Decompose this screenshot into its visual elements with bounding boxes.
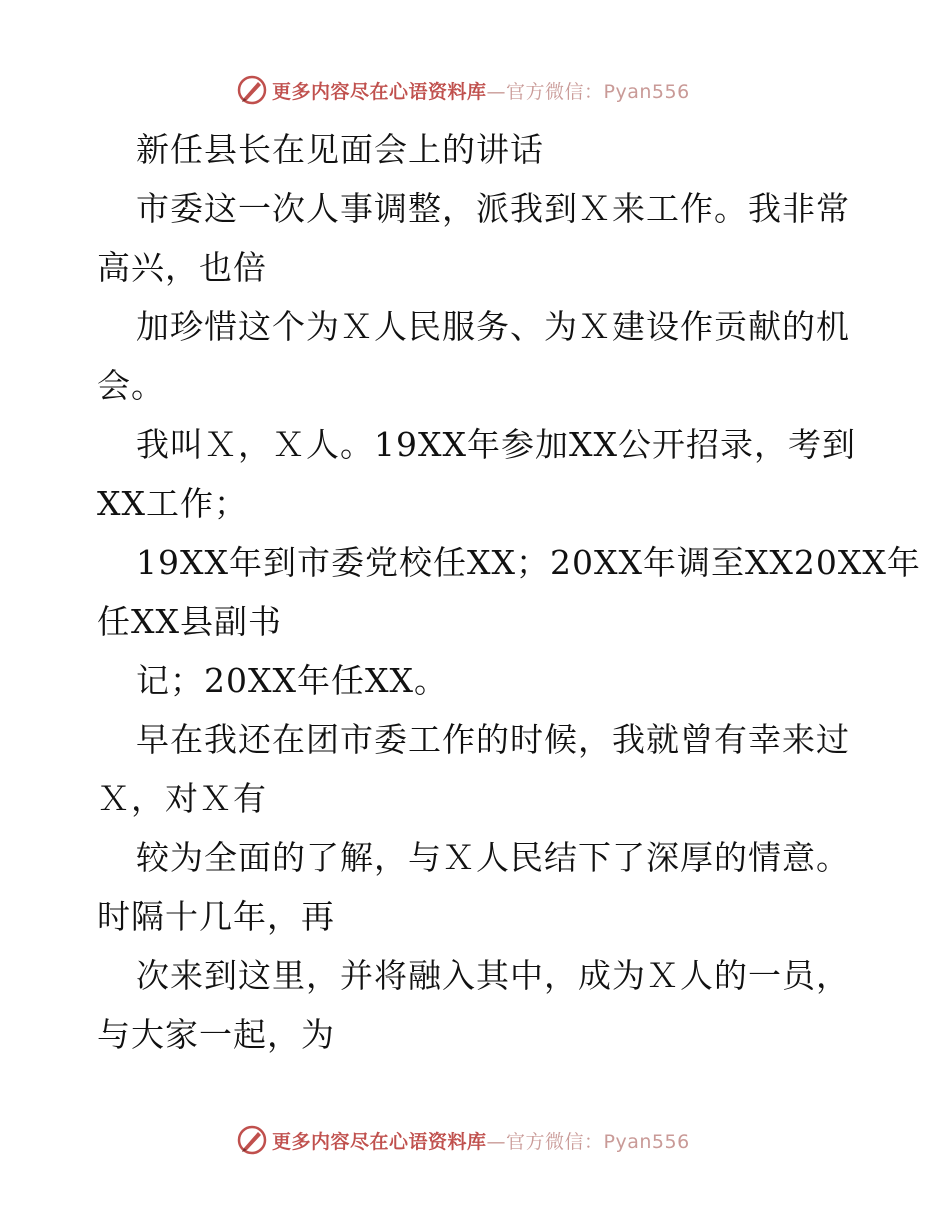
text-line: 我叫Ｘ，Ｘ人。19XX年参加XX公开招录，考到 <box>136 425 856 464</box>
text-line: 与大家一起，为 <box>97 1015 335 1054</box>
text-line: 新任县长在见面会上的讲话 <box>136 130 544 169</box>
text-line: 早在我还在团市委工作的时候，我就曾有幸来过 <box>136 720 850 759</box>
banner-brand: 更多内容尽在心语资料库 <box>272 1130 487 1153</box>
text-line: 记；20XX年任XX。 <box>136 661 448 700</box>
header-banner <box>236 72 690 108</box>
text-line: 市委这一次人事调整，派我到Ｘ来工作。我非常 <box>136 189 850 228</box>
banner-wechat-label: —官方微信： <box>486 80 604 103</box>
banner-text <box>272 1127 690 1154</box>
banner-wechat-id: Pyan556 <box>603 1130 690 1153</box>
document-body <box>97 120 921 1064</box>
text-line: Ｘ，对Ｘ有 <box>97 779 267 818</box>
text-line: 任XX县副书 <box>97 602 282 641</box>
text-line: 高兴，也倍 <box>97 248 267 287</box>
pen-logo-icon <box>236 1124 268 1156</box>
text-line: 时隔十几年，再 <box>97 897 335 936</box>
footer-banner <box>236 1122 690 1158</box>
text-line: 19XX年到市委党校任XX；20XX年调至XX20XX年 <box>136 543 921 582</box>
text-line: 次来到这里，并将融入其中，成为Ｘ人的一员， <box>136 956 850 995</box>
banner-text <box>272 77 690 104</box>
banner-brand: 更多内容尽在心语资料库 <box>272 80 487 103</box>
text-line: XX工作； <box>97 484 248 523</box>
text-line: 较为全面的了解，与Ｘ人民结下了深厚的情意。 <box>136 838 850 877</box>
text-line: 加珍惜这个为Ｘ人民服务、为Ｘ建设作贡献的机 <box>136 307 850 346</box>
banner-wechat-id: Pyan556 <box>603 80 690 103</box>
text-line: 会。 <box>97 366 165 405</box>
pen-logo-icon <box>236 74 268 106</box>
banner-wechat-label: —官方微信： <box>486 1130 604 1153</box>
